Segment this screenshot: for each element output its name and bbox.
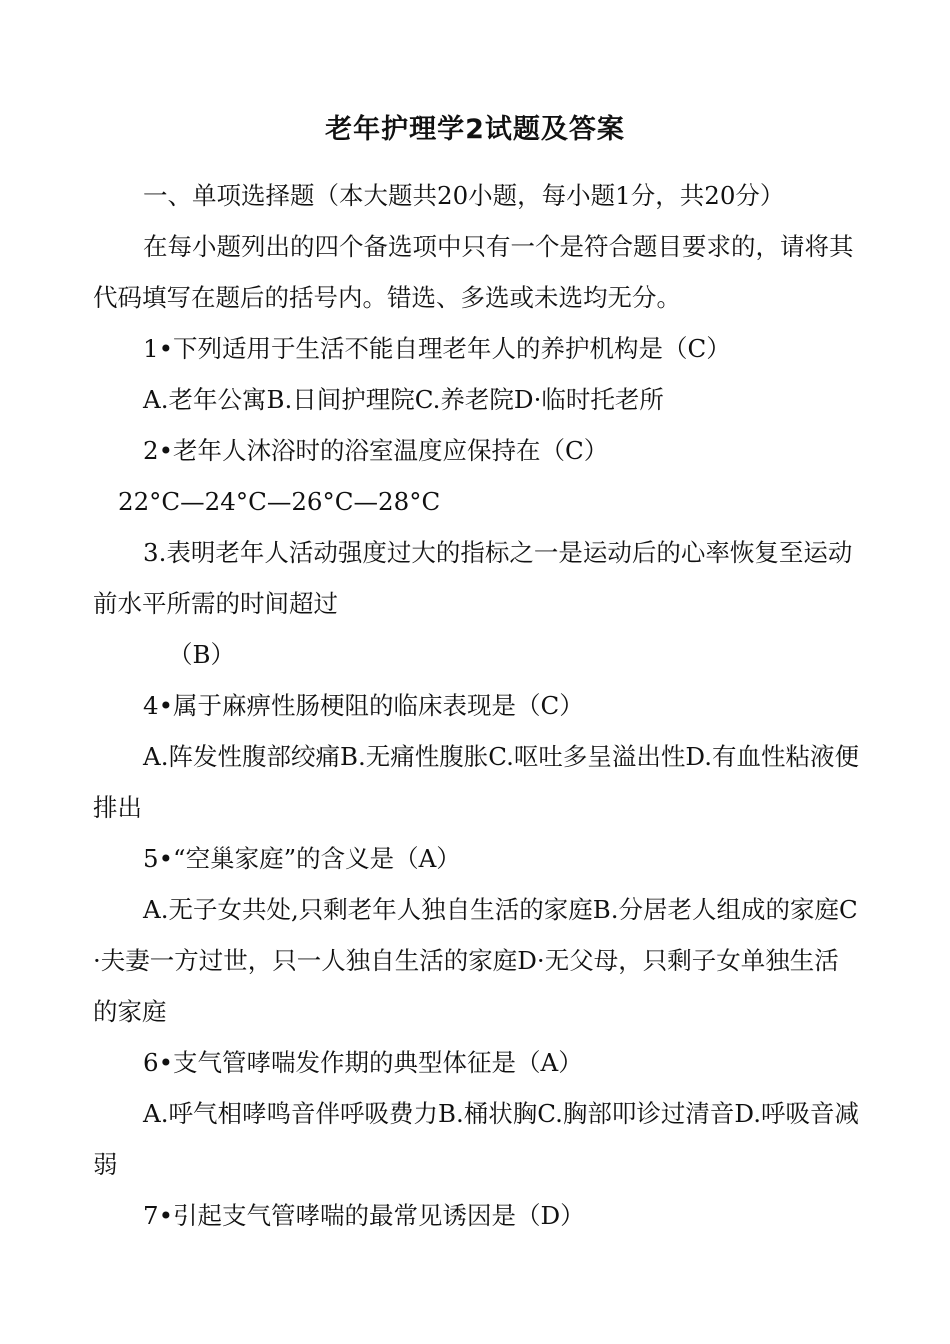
question-3-answer: （B） bbox=[168, 640, 236, 669]
question-3: 3.表明老年人活动强度过大的指标之一是运动后的心率恢复至运动前水平所需的时间超过 bbox=[93, 538, 853, 618]
question-5: 5•“空巢家庭”的含义是（A） bbox=[143, 844, 461, 873]
question-2-options: 22°C—24°C—26°C—28°C bbox=[118, 487, 441, 516]
question-7: 7•引起支气管哮喘的最常见诱因是（D） bbox=[143, 1201, 585, 1230]
question-2: 2•老年人沐浴时的浴室温度应保持在（C） bbox=[143, 436, 609, 465]
document-title: 老年护理学2试题及答案 bbox=[325, 114, 625, 145]
question-4: 4•属于麻痹性肠梗阻的临床表现是（C） bbox=[143, 691, 584, 720]
section-heading: 一、单项选择题（本大题共20小题，每小题1分，共20分） bbox=[143, 181, 785, 210]
question-6: 6•支气管哮喘发作期的典型体征是（A） bbox=[143, 1048, 583, 1077]
question-6-options: A.呼气相哮鸣音伴呼吸费力B.桶状胸C.胸部叩诊过清音D.呼吸音减弱 bbox=[93, 1099, 859, 1179]
question-1: 1•下列适用于生活不能自理老年人的养护机构是（C） bbox=[143, 334, 731, 363]
question-4-options: A.阵发性腹部绞痛B.无痛性腹胀C.呕吐多呈溢出性D.有血性粘液便排出 bbox=[93, 742, 859, 822]
instructions: 在每小题列出的四个备选项中只有一个是符合题目要求的，请将其代码填写在题后的括号内。错选、多选或未选均无分。 bbox=[93, 232, 854, 312]
document-body bbox=[93, 170, 863, 1241]
question-1-options: A.老年公寓B.日间护理院C.养老院D·临时托老所 bbox=[143, 385, 664, 414]
question-5-options: A.无子女共处,只剩老年人独自生活的家庭B.分居老人组成的家庭C·夫妻一方过世，只一人独自生活的家庭D·无父母，只剩子女单独生活的家庭 bbox=[93, 895, 858, 1026]
